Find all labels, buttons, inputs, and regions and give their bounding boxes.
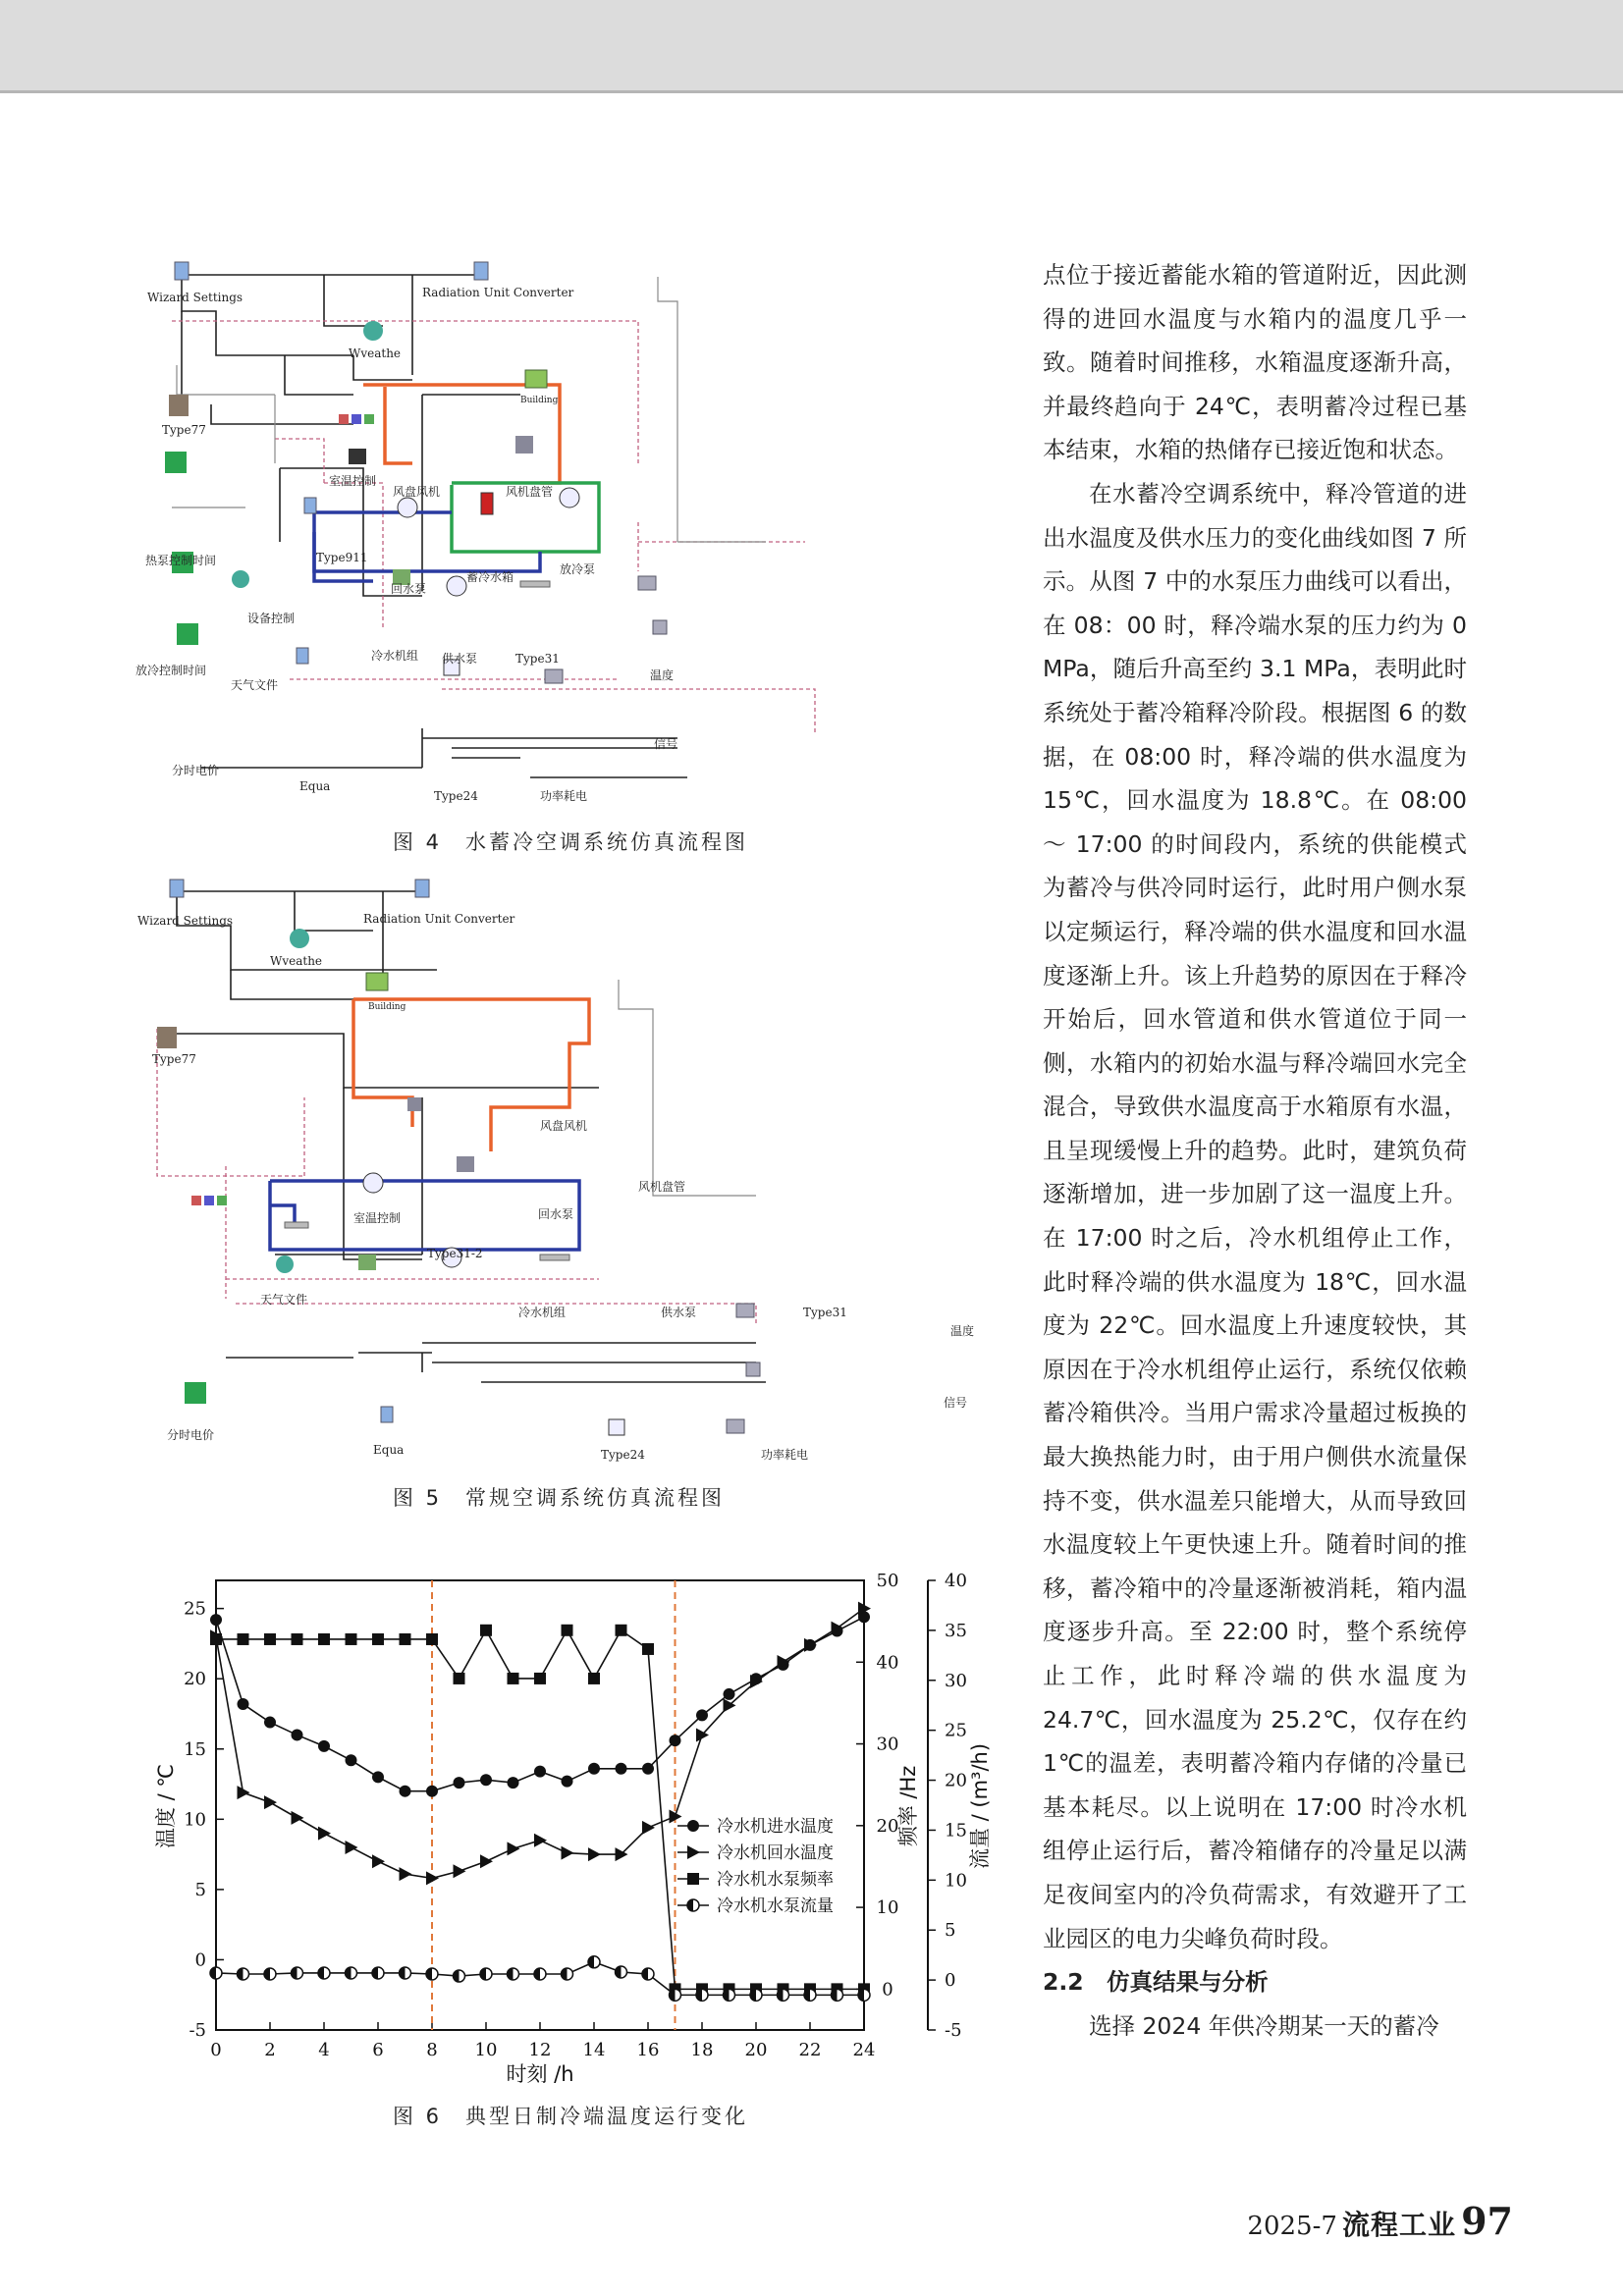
x-tick-label: 4 <box>318 2040 330 2060</box>
fig5-node-equa: Equa <box>373 1443 405 1457</box>
figure-4-caption: 图 4 水蓄冷空调系统仿真流程图 <box>393 830 749 854</box>
fig5-node-wizard-settings: Wizard Settings <box>137 914 234 928</box>
fig5-node-fan-coil: 风机盘管 <box>638 1180 686 1194</box>
fig5-node-room-temp-control: 室温控制 <box>353 1211 402 1225</box>
x-tick-label: 22 <box>798 2040 822 2060</box>
paragraph-2: 在水蓄冷空调系统中，释冷管道的进出水温度及供水压力的变化曲线如图 7 所示。从图 7 中的水泵压力曲线可以看出，在 08：00 时，释冷端水泵的压力约为 0 MPa，随后升高至约 3.1 MPa，表明此时系统处于蓄冷箱释冷阶段。根据图 6 的数据，在 08:00 时，释冷端的供水温度为 15℃，回水温度为 18.8℃。在 08:00 ～ 17:00 的时间段内，系统的供能模式为蓄冷与供冷同时运行，此时用户侧水泵以定频运行，释冷端的供水温度和回水温度逐渐上升。该上升趋势的原因在于释冷开始后，回水管道和供水管道位于同一侧，水箱内的初始水温与释冷端回水完全混合，导致供水温度高于水箱原有水温，且呈现缓慢上升的趋势。此时，建筑负荷逐渐增加，进一步加剧了这一温度上升。在 17:00 时之后，冷水机组停止工作，此时释冷端的供水温度为 18℃，回水温度为 22℃。回水温度上升速度较快，其原因在于冷水机组停止运行，系统仅依赖蓄冷箱供冷。当用户需求冷量超过板换的最大换热能力时，由于用户侧供水流量保持不变，供水温差只能增大，从而导致回水温度较上午更快速上升。随着时间的推移，蓄冷箱中的冷量逐渐被消耗，箱内温度逐步升高。至 22:00 时，整个系统停止工作，此时释冷端的供水温度为 24.7℃，回水温度为 25.2℃，仅存在约 1℃的温差，表明蓄冷箱内存储的冷量已基本耗尽。以上说明在 17:00 时冷水机组停止运行后，蓄冷箱储存的冷量足以满足夜间室内的冷负荷需求，有效避开了工业园区的电力尖峰负荷时段。 <box>1043 479 1467 1952</box>
series-0-point <box>238 1698 249 1710</box>
series-2-point <box>372 1633 384 1645</box>
y2-tick-label: 20 <box>876 1815 899 1837</box>
fig4-node-weather-file: 天气文件 <box>231 678 279 692</box>
fig4-node-storage-tank: 蓄冷水箱 <box>466 570 514 584</box>
series-0-point <box>588 1763 600 1775</box>
series-2-point <box>588 1673 600 1684</box>
series-1-point <box>534 1834 547 1847</box>
issue-number: 2025-7 <box>1247 2212 1337 2241</box>
series-2-point <box>642 1643 654 1655</box>
legend-label: 冷水机进水温度 <box>717 1817 834 1837</box>
y-tick-label: -5 <box>189 2020 206 2041</box>
x-tick-label: 14 <box>582 2040 606 2060</box>
fig4-node-tou-price: 分时电价 <box>172 764 220 777</box>
y-tick-label: 0 <box>194 1949 206 1971</box>
y3-tick-label: 40 <box>945 1571 967 1591</box>
y2-tick-label: 10 <box>876 1897 899 1919</box>
series-0-point <box>696 1709 708 1721</box>
y2-axis-label: 频率 /Hz <box>896 1765 920 1847</box>
series-0-point <box>292 1729 303 1740</box>
series-1-point <box>508 1842 520 1855</box>
series-1-point <box>318 1827 331 1841</box>
series-0-point <box>264 1717 276 1729</box>
fig4-node-wizard-settings: Wizard Settings <box>147 291 243 304</box>
fig4-node-signal: 信号 <box>654 737 678 751</box>
fig4-node-discharge-time: 放冷控制时间 <box>135 664 207 677</box>
y3-tick-label: 35 <box>945 1620 967 1641</box>
fig4-node-radiation-unit-converter: Radiation Unit Converter <box>422 286 574 299</box>
fig4-node-heat-pump-time: 热泵控制时间 <box>145 554 217 567</box>
fig5-node-temperature: 温度 <box>949 1324 974 1338</box>
y3-tick-label: -5 <box>945 2020 962 2041</box>
fig4-node-temperature: 温度 <box>650 668 675 682</box>
fig5-node-radiation-unit-converter: Radiation Unit Converter <box>363 912 515 926</box>
legend-marker <box>687 1873 699 1885</box>
fig4-node-device-control: 设备控制 <box>247 612 296 625</box>
series-2-point <box>534 1673 546 1684</box>
y-tick-label: 25 <box>184 1598 206 1620</box>
series-2-point <box>238 1633 249 1645</box>
fig5-node-supply-pump: 供水泵 <box>661 1306 697 1319</box>
series-1-point <box>292 1811 304 1825</box>
fig4-node-type24: Type24 <box>434 789 478 803</box>
figure-4-diagram <box>128 257 992 817</box>
series-0-point <box>508 1777 519 1789</box>
fig4-node-supply-pump: 供水泵 <box>442 652 478 666</box>
page-number: 97 <box>1461 2199 1513 2243</box>
series-0-point <box>346 1754 357 1766</box>
series-2-point <box>210 1633 222 1645</box>
y2-tick-label: 0 <box>882 1979 893 2001</box>
series-0-point <box>562 1776 573 1788</box>
series-1-point <box>238 1786 250 1799</box>
series-1-point <box>480 1854 493 1868</box>
x-tick-label: 18 <box>690 2040 714 2060</box>
series-0-point <box>670 1735 681 1746</box>
paragraph-3: 选择 2024 年供冷期某一天的蓄冷 <box>1089 2011 1439 2040</box>
series-2-point <box>454 1673 465 1684</box>
page-top-band <box>0 0 1623 93</box>
magazine-name: 流程工业 <box>1342 2209 1457 2241</box>
series-1-point <box>562 1846 574 1860</box>
y3-tick-label: 25 <box>945 1720 967 1741</box>
y2-tick-label: 40 <box>876 1652 899 1674</box>
series-0-point <box>210 1614 222 1626</box>
series-2-point <box>508 1673 519 1684</box>
y2-tick-label: 50 <box>876 1571 899 1591</box>
fig4-node-fan-coil: 风机盘管 <box>506 485 554 499</box>
legend-marker <box>687 1820 699 1832</box>
figure-6-chart <box>147 1556 1011 2106</box>
body-text-column <box>1043 253 1467 2048</box>
series-0-point <box>454 1777 465 1789</box>
x-tick-label: 20 <box>744 2040 768 2060</box>
x-tick-label: 24 <box>852 2040 876 2060</box>
series-2-point <box>292 1633 303 1645</box>
series-0-point <box>616 1763 627 1775</box>
section-heading: 2.2 仿真结果与分析 <box>1043 1968 1269 1997</box>
series-1-point <box>400 1867 412 1881</box>
fig4-node-return-pump: 回水泵 <box>391 582 427 596</box>
series-0-point <box>426 1786 438 1797</box>
fig4-node-room-temp-control: 室温控制 <box>329 474 377 488</box>
x-tick-label: 12 <box>528 2040 552 2060</box>
series-1-point <box>642 1821 655 1835</box>
fig4-node-type31: Type31 <box>515 652 560 666</box>
figure-5-diagram <box>128 872 992 1470</box>
series-1-point <box>264 1795 277 1809</box>
series-2-point <box>480 1625 492 1636</box>
fig5-node-building: Building <box>368 1002 406 1012</box>
fig5-node-signal: 信号 <box>943 1396 967 1410</box>
fig4-node-fan-coil-fan: 风盘风机 <box>393 485 441 499</box>
fig4-node-chiller: 冷水机组 <box>371 649 419 663</box>
fig5-node-wveathe: Wveathe <box>270 954 323 968</box>
series-2-point <box>562 1625 573 1636</box>
x-tick-label: 0 <box>210 2040 222 2060</box>
fig5-node-weather-file: 天气文件 <box>260 1293 308 1307</box>
figure-5-caption: 图 5 常规空调系统仿真流程图 <box>393 1486 726 1510</box>
fig4-node-type911: Type911 <box>316 551 368 564</box>
series-0-point <box>642 1763 654 1775</box>
x-tick-label: 6 <box>372 2040 384 2060</box>
series-2-point <box>426 1633 438 1645</box>
fig5-node-return-pump: 回水泵 <box>538 1207 574 1221</box>
page-footer <box>1247 2199 1513 2243</box>
y-axis-label: 温度 / ℃ <box>154 1763 178 1849</box>
series-0-point <box>480 1774 492 1786</box>
y3-tick-label: 30 <box>945 1670 967 1691</box>
series-1-point <box>372 1854 385 1868</box>
series-0-point <box>534 1766 546 1778</box>
series-2-point <box>616 1625 627 1636</box>
legend-label: 冷水机水泵频率 <box>717 1870 834 1890</box>
x-tick-label: 2 <box>264 2040 276 2060</box>
series-0-point <box>400 1786 411 1797</box>
paragraph-1: 点位于接近蓄能水箱的管道附近，因此测得的进回水温度与水箱内的温度几乎一致。随着时间推移，水箱温度逐渐升高，并最终趋向于 24℃，表明蓄冷过程已基本结束，水箱的热储存已接近饱和状态。 <box>1043 261 1467 464</box>
series-0-point <box>372 1771 384 1783</box>
y3-tick-label: 5 <box>945 1920 956 1942</box>
fig5-node-fan-coil-fan: 风盘风机 <box>540 1119 588 1133</box>
series-1-point <box>426 1871 439 1885</box>
x-tick-label: 16 <box>636 2040 660 2060</box>
fig5-node-type31-2: Type31-2 <box>427 1247 483 1260</box>
x-tick-label: 10 <box>474 2040 498 2060</box>
fig4-node-power: 功率耗电 <box>540 789 588 803</box>
figure-6-caption: 图 6 典型日制冷端温度运行变化 <box>393 2105 749 2128</box>
fig4-node-wveathe: Wveathe <box>349 347 402 360</box>
fig5-node-type24: Type24 <box>601 1448 645 1462</box>
fig5-node-tou-price: 分时电价 <box>167 1428 215 1442</box>
legend-label: 冷水机水泵流量 <box>717 1896 834 1916</box>
series-line-0 <box>216 1617 864 1790</box>
y3-tick-label: 20 <box>945 1770 967 1791</box>
y3-tick-label: 10 <box>945 1870 967 1892</box>
fig5-node-type77: Type77 <box>152 1052 196 1066</box>
series-2-point <box>264 1633 276 1645</box>
y3-axis-label: 流量 / (m³/h) <box>968 1742 992 1870</box>
fig5-node-power: 功率耗电 <box>761 1448 809 1462</box>
fig4-node-equa: Equa <box>299 779 331 793</box>
x-tick-label: 8 <box>426 2040 438 2060</box>
fig5-node-chiller: 冷水机组 <box>518 1306 567 1319</box>
y3-tick-label: 0 <box>945 1970 956 1992</box>
legend-label: 冷水机回水温度 <box>717 1843 834 1863</box>
fig4-node-building: Building <box>520 396 559 405</box>
y-tick-label: 20 <box>184 1669 206 1690</box>
fig5-node-type31: Type31 <box>803 1306 847 1319</box>
legend-marker <box>687 1845 700 1859</box>
y3-tick-label: 15 <box>945 1820 967 1842</box>
fig4-node-discharge-pump: 放冷泵 <box>560 562 596 576</box>
y-tick-label: 10 <box>184 1809 206 1831</box>
fig4-node-type77: Type77 <box>162 423 206 437</box>
series-2-point <box>346 1633 357 1645</box>
y-tick-label: 15 <box>184 1738 206 1760</box>
y-tick-label: 5 <box>194 1879 206 1900</box>
series-1-point <box>588 1847 601 1861</box>
x-axis-label: 时刻 /h <box>506 2062 574 2086</box>
y2-tick-label: 30 <box>876 1734 899 1755</box>
series-1-point <box>346 1841 358 1854</box>
series-2-point <box>318 1633 330 1645</box>
series-0-point <box>724 1688 735 1700</box>
series-1-point <box>454 1864 466 1878</box>
series-0-point <box>318 1740 330 1752</box>
series-2-point <box>400 1633 411 1645</box>
